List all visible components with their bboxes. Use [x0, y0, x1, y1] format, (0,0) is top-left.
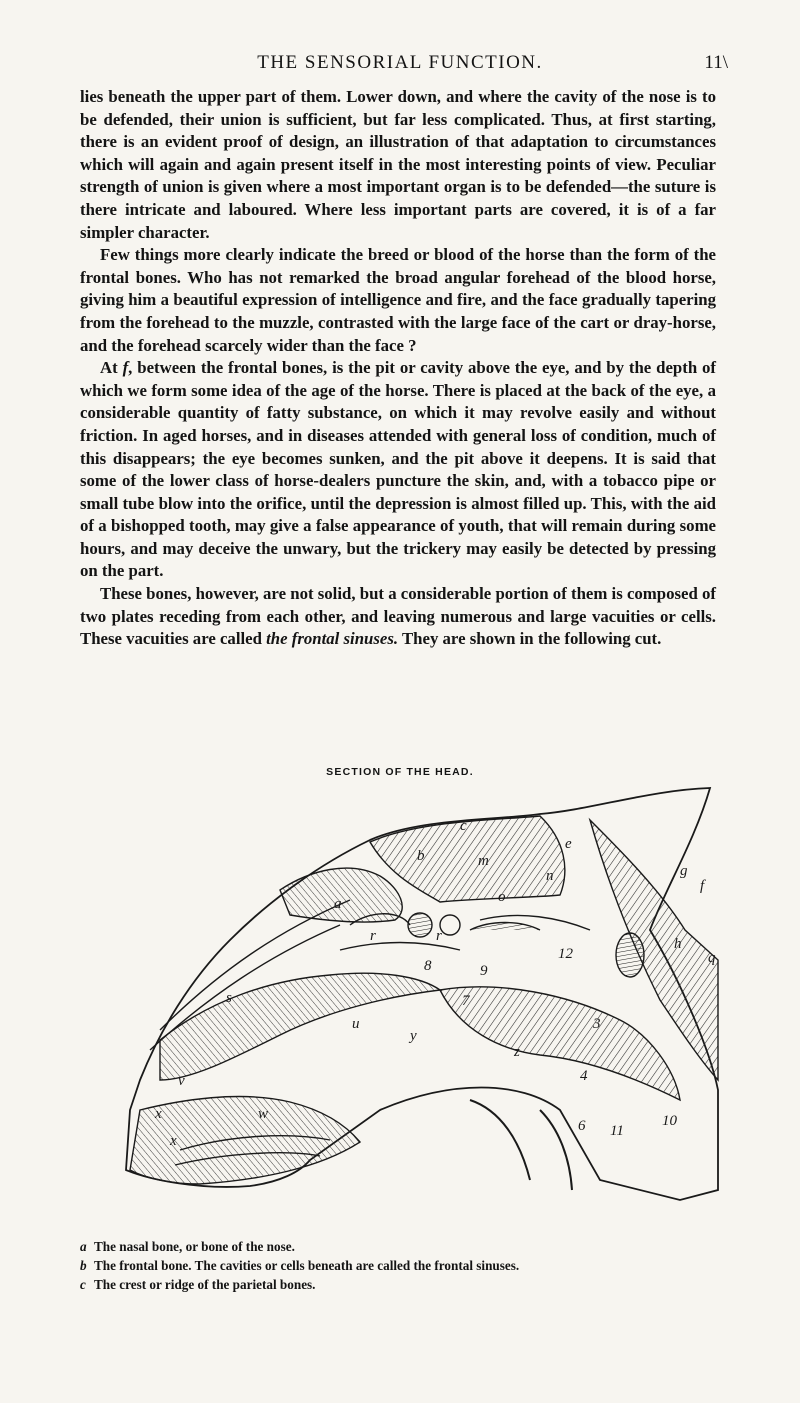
figure-label: m — [478, 853, 489, 869]
figure-label: g — [680, 863, 688, 879]
figure-caption: SECTION OF THE HEAD. — [326, 766, 474, 778]
figure-label: r — [436, 928, 442, 944]
legend-item — [80, 1275, 720, 1294]
figure-label: x — [155, 1106, 162, 1122]
figure-label: 9 — [480, 963, 488, 979]
legend-letter: a — [80, 1239, 87, 1254]
figure-label: x — [170, 1133, 177, 1149]
figure-label: q — [708, 950, 716, 966]
paragraph-3: At f, between the frontal bones, is the pit or cavity above the eye, and by the depth of which we form some idea of the age of the horse. There is placed at the back of the eye, a considerable quantity of fatty substance, on which it may revolve easily and without friction. In aged horses, and in diseases attended with general loss of condition, much of this disappears; the eye becomes sunken, and the pit above it deepens. It is said that some of the lower class of horse-dealers puncture the skin, and, with a tobacco pipe or small tube blow into the orifice, until the depression is almost filled up. This, with the aid of a bishopped tooth, may give a false appearance of youth, that will remain during some hours, and may deceive the unwary, but the trickery may easily be detected by pressing on the part. — [80, 358, 716, 581]
figure-label: y — [410, 1028, 417, 1044]
figure-legend — [80, 1237, 720, 1294]
legend-text: The frontal bone. The cavities or cells beneath are called the frontal sinuses. — [94, 1258, 520, 1273]
figure-label: 3 — [593, 1016, 601, 1032]
legend-item — [80, 1256, 720, 1275]
page-number: 11\ — [704, 52, 728, 73]
running-head — [0, 52, 800, 82]
figure-label: 8 — [424, 958, 432, 974]
legend-item — [80, 1237, 720, 1256]
figure-label: 6 — [578, 1118, 586, 1134]
paragraph-4: These bones, however, are not solid, but a considerable portion of them is composed of two plates receding from each other, and leaving numerous and large vacuities or cells. These vacuities are called the frontal sinuses. They are shown in the following cut. — [80, 584, 716, 649]
legend-letter: b — [80, 1258, 87, 1273]
figure-label: 11 — [610, 1123, 624, 1139]
figure-label: n — [546, 868, 554, 884]
figure-label: 12 — [558, 946, 573, 962]
figure-label: f — [700, 878, 705, 894]
legend-letter: c — [80, 1277, 86, 1292]
figure-label: s — [226, 990, 232, 1006]
figure-label: c — [460, 818, 467, 834]
figure-label: o — [498, 889, 506, 905]
paragraph-2: Few things more clearly indicate the breed or blood of the horse than the form of the frontal bones. Who has not remarked the broad angular forehead of the blood horse, giving him a beautiful expression of intelligence and fire, and the face gradually tapering from the forehead to the muzzle, contrasted with the large face of the cart or dray-horse, and the forehead scarcely wider than the face ? — [80, 245, 716, 355]
head-section-engraving — [120, 780, 720, 1210]
figure-label: u — [352, 1016, 360, 1032]
body-text — [80, 86, 716, 651]
figure-section-of-head — [120, 780, 720, 1210]
figure-label: v — [178, 1073, 185, 1089]
legend-text: The crest or ridge of the parietal bones. — [94, 1277, 316, 1292]
italic-term-frontal-sinuses: the frontal sinuses. — [266, 629, 399, 649]
figure-label: e — [565, 836, 572, 852]
paragraph-1: lies beneath the upper part of them. Lower down, and where the cavity of the nose is to be defended, their union is sufficient, but far less complicated. Thus, at first starting, there is an evident proof of design, an illustration of that adaptation to circumstances which will again and again present itself in the most interesting points of view. Peculiar strength of union is given where a most important organ is to be defended—the suture is there intricate and laboured. Where less important parts are covered, it is of a far simpler character. — [80, 87, 716, 242]
figure-label: a — [334, 896, 342, 912]
running-title: THE SENSORIAL FUNCTION. — [257, 52, 543, 73]
figure-label: b — [417, 848, 425, 864]
figure-label: 10 — [662, 1113, 677, 1129]
italic-term-f: f — [122, 358, 129, 378]
figure-label: r — [370, 928, 376, 944]
legend-text: The nasal bone, or bone of the nose. — [94, 1239, 295, 1254]
figure-label: 4 — [580, 1068, 588, 1084]
figure-label: h — [674, 936, 682, 952]
figure-label: w — [258, 1106, 269, 1122]
figure-label: 7 — [462, 993, 470, 1009]
figure-label: z — [514, 1044, 520, 1060]
